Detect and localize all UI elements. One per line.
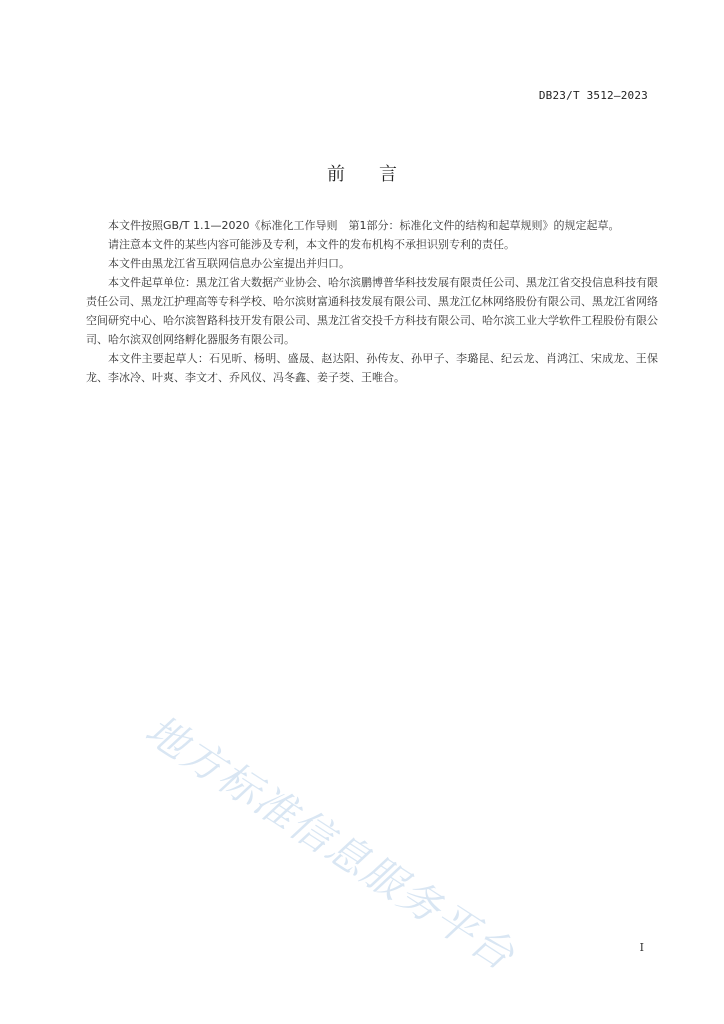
document-body [86, 216, 658, 387]
paragraph-proposer: 本文件由黑龙江省互联网信息办公室提出并归口。 [108, 257, 350, 270]
watermark: 地方标准信息服务平台 [136, 705, 524, 980]
paragraph-drafters: 本文件主要起草人：石见昕、杨明、盛晟、赵达阳、孙传友、孙甲子、李璐昆、纪云龙、肖鸿江、宋成龙、王保龙、李冰冷、叶爽、李文才、乔风仪、冯冬鑫、姜子茭、王唯合。 [86, 352, 658, 384]
page-number: I [639, 941, 644, 954]
paragraph-drafting-rules: 本文件按照GB/T 1.1—2020《标准化工作导则 第1部分：标准化文件的结构和起草规则》的规定起草。 [108, 219, 620, 232]
page-title: 前言 [327, 164, 431, 185]
paragraph-patent-notice: 请注意本文件的某些内容可能涉及专利，本文件的发布机构不承担识别专利的责任。 [108, 238, 515, 251]
document-code: DB23/T 3512—2023 [538, 89, 648, 102]
paragraph-drafting-units: 本文件起草单位：黑龙江省大数据产业协会、哈尔滨鹏博普华科技发展有限责任公司、黑龙江省交投信息科技有限责任公司、黑龙江护理高等专科学校、哈尔滨财富通科技发展有限公司、黑龙江亿林网络股份有限公司、黑龙江省网络空间研究中心、哈尔滨智路科技开发有限公司、黑龙江省交投千方科技有限公司、哈尔滨工业大学软件工程股份有限公司、哈尔滨双创网络孵化器服务有限公司。 [86, 276, 658, 346]
